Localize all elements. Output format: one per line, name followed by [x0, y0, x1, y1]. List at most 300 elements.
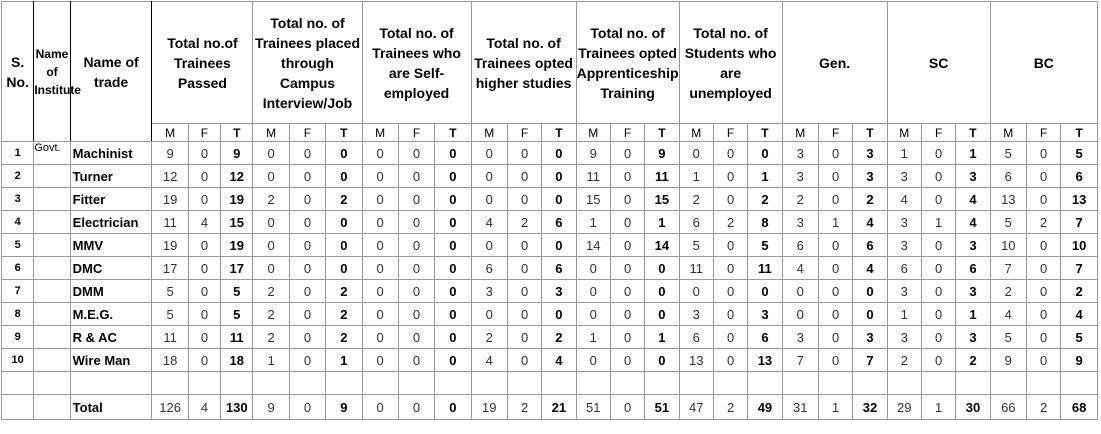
- cell-value: 14: [645, 234, 679, 257]
- subheader-f: F: [610, 124, 644, 142]
- blank-cell: [956, 372, 990, 395]
- subheader-row: [2, 124, 1098, 142]
- cell-value: 9: [221, 142, 253, 165]
- blank-cell: [253, 372, 289, 395]
- cell-value: 3: [542, 280, 576, 303]
- cell-value: 0: [610, 280, 644, 303]
- cell-value: 14: [576, 234, 610, 257]
- cell-value: 2: [713, 395, 747, 420]
- row-sno: 6: [2, 257, 34, 280]
- blank-cell: [188, 372, 220, 395]
- cell-value: 0: [542, 234, 576, 257]
- cell-value: 0: [289, 188, 325, 211]
- cell-value: 0: [818, 234, 852, 257]
- cell-value: 21: [542, 395, 576, 420]
- cell-value: 0: [471, 142, 507, 165]
- cell-value: 0: [398, 188, 434, 211]
- cell-value: 6: [679, 326, 713, 349]
- cell-value: 0: [289, 303, 325, 326]
- cell-value: 12: [152, 165, 188, 188]
- cell-value: 2: [326, 280, 362, 303]
- table-row: [2, 165, 1098, 188]
- cell-value: 0: [289, 395, 325, 420]
- cell-value: 0: [326, 234, 362, 257]
- cell-value: 3: [853, 165, 887, 188]
- cell-value: 0: [645, 257, 679, 280]
- header-group-self-employed: Total no. of Trainees who are Self-employed: [362, 2, 471, 124]
- blank-cell: [2, 372, 34, 395]
- cell-value: 5: [990, 211, 1026, 234]
- cell-value: 0: [253, 234, 289, 257]
- cell-value: 0: [576, 257, 610, 280]
- row-sno: 4: [2, 211, 34, 234]
- cell-value: 2: [1061, 280, 1098, 303]
- cell-value: 0: [398, 395, 434, 420]
- cell-value: 4: [853, 211, 887, 234]
- cell-value: 0: [818, 280, 852, 303]
- row-trade: Wire Man: [70, 349, 152, 372]
- cell-value: 0: [507, 234, 541, 257]
- cell-value: 0: [188, 234, 220, 257]
- cell-value: 0: [542, 165, 576, 188]
- cell-value: 5: [748, 234, 782, 257]
- subheader-f: F: [921, 124, 955, 142]
- cell-value: 2: [679, 188, 713, 211]
- cell-value: 0: [576, 349, 610, 372]
- cell-value: 2: [471, 326, 507, 349]
- cell-value: 4: [542, 349, 576, 372]
- cell-value: 0: [713, 257, 747, 280]
- cell-value: 0: [610, 234, 644, 257]
- cell-value: 2: [507, 211, 541, 234]
- cell-value: 0: [610, 165, 644, 188]
- subheader-f: F: [398, 124, 434, 142]
- cell-value: 2: [253, 326, 289, 349]
- row-trade: Turner: [70, 165, 152, 188]
- header-sno: S. No.: [2, 2, 34, 142]
- row-sno: 2: [2, 165, 34, 188]
- cell-value: 1: [326, 349, 362, 372]
- cell-value: 2: [253, 280, 289, 303]
- cell-value: 6: [782, 234, 818, 257]
- cell-value: 1: [645, 326, 679, 349]
- blank-cell: [782, 372, 818, 395]
- cell-value: 0: [188, 165, 220, 188]
- cell-value: 5: [152, 280, 188, 303]
- cell-value: 0: [362, 395, 398, 420]
- cell-value: 0: [1026, 142, 1060, 165]
- cell-value: 0: [188, 142, 220, 165]
- row-trade: Machinist: [70, 142, 152, 165]
- cell-value: 2: [748, 188, 782, 211]
- cell-value: 0: [289, 211, 325, 234]
- subheader-t: T: [748, 124, 782, 142]
- cell-value: 32: [853, 395, 887, 420]
- subheader-m: M: [152, 124, 188, 142]
- cell-value: 1: [921, 211, 955, 234]
- header-group-unemployed: Total no. of Students who are unemployed: [679, 2, 782, 124]
- cell-value: 0: [188, 280, 220, 303]
- cell-value: 66: [990, 395, 1026, 420]
- cell-value: 12: [221, 165, 253, 188]
- cell-value: 0: [921, 280, 955, 303]
- subheader-t: T: [221, 124, 253, 142]
- cell-value: 1: [887, 303, 921, 326]
- table-row: [2, 326, 1098, 349]
- total-institute: [34, 395, 70, 420]
- cell-value: 0: [921, 165, 955, 188]
- total-row: [2, 395, 1098, 420]
- cell-value: 5: [1061, 326, 1098, 349]
- cell-value: 0: [398, 303, 434, 326]
- cell-value: 0: [188, 303, 220, 326]
- cell-value: 15: [645, 188, 679, 211]
- cell-value: 0: [362, 326, 398, 349]
- cell-value: 5: [679, 234, 713, 257]
- cell-value: 0: [471, 234, 507, 257]
- cell-value: 11: [152, 326, 188, 349]
- cell-value: 0: [253, 165, 289, 188]
- cell-value: 0: [713, 303, 747, 326]
- cell-value: 3: [887, 326, 921, 349]
- cell-value: 19: [221, 234, 253, 257]
- cell-value: 68: [1061, 395, 1098, 420]
- cell-value: 0: [362, 349, 398, 372]
- cell-value: 0: [645, 280, 679, 303]
- cell-value: 2: [782, 188, 818, 211]
- cell-value: 0: [818, 165, 852, 188]
- cell-value: 18: [152, 349, 188, 372]
- row-institute: [34, 188, 70, 211]
- blank-cell: [542, 372, 576, 395]
- cell-value: 0: [362, 303, 398, 326]
- cell-value: 9: [576, 142, 610, 165]
- cell-value: 0: [362, 257, 398, 280]
- cell-value: 0: [610, 303, 644, 326]
- cell-value: 2: [713, 211, 747, 234]
- blank-cell: [1026, 372, 1060, 395]
- cell-value: 0: [610, 188, 644, 211]
- row-institute: Govt.: [34, 142, 70, 165]
- cell-value: 4: [188, 395, 220, 420]
- cell-value: 0: [435, 257, 471, 280]
- cell-value: 0: [253, 142, 289, 165]
- blank-cell: [818, 372, 852, 395]
- cell-value: 0: [542, 188, 576, 211]
- cell-value: 1: [748, 165, 782, 188]
- cell-value: 0: [435, 234, 471, 257]
- cell-value: 0: [326, 211, 362, 234]
- table-header: [2, 2, 1098, 142]
- cell-value: 3: [782, 211, 818, 234]
- cell-value: 0: [289, 234, 325, 257]
- cell-value: 15: [576, 188, 610, 211]
- cell-value: 4: [990, 303, 1026, 326]
- row-trade: M.E.G.: [70, 303, 152, 326]
- cell-value: 0: [713, 349, 747, 372]
- cell-value: 0: [921, 349, 955, 372]
- cell-value: 0: [853, 303, 887, 326]
- subheader-f: F: [507, 124, 541, 142]
- row-trade: Electrician: [70, 211, 152, 234]
- cell-value: 4: [1061, 303, 1098, 326]
- cell-value: 0: [398, 211, 434, 234]
- cell-value: 0: [921, 234, 955, 257]
- cell-value: 0: [435, 142, 471, 165]
- blank-cell: [221, 372, 253, 395]
- cell-value: 3: [782, 326, 818, 349]
- cell-value: 0: [326, 165, 362, 188]
- row-institute: [34, 349, 70, 372]
- subheader-m: M: [990, 124, 1026, 142]
- cell-value: 0: [507, 326, 541, 349]
- cell-value: 0: [398, 280, 434, 303]
- subheader-m: M: [576, 124, 610, 142]
- cell-value: 0: [610, 395, 644, 420]
- cell-value: 0: [1026, 257, 1060, 280]
- cell-value: 4: [188, 211, 220, 234]
- blank-cell: [610, 372, 644, 395]
- row-sno: 7: [2, 280, 34, 303]
- table-row: [2, 234, 1098, 257]
- cell-value: 0: [326, 257, 362, 280]
- header-group-apprenticeship: Total no. of Trainees opted Apprenticeship Training: [576, 2, 679, 124]
- cell-value: 15: [221, 211, 253, 234]
- subheader-t: T: [645, 124, 679, 142]
- subheader-t: T: [853, 124, 887, 142]
- cell-value: 3: [853, 326, 887, 349]
- cell-value: 4: [956, 211, 990, 234]
- cell-value: 0: [679, 142, 713, 165]
- cell-value: 3: [471, 280, 507, 303]
- blank-cell: [471, 372, 507, 395]
- cell-value: 0: [576, 280, 610, 303]
- cell-value: 0: [576, 303, 610, 326]
- cell-value: 0: [921, 326, 955, 349]
- subheader-m: M: [679, 124, 713, 142]
- cell-value: 0: [507, 165, 541, 188]
- blank-cell: [645, 372, 679, 395]
- cell-value: 0: [398, 234, 434, 257]
- cell-value: 0: [542, 303, 576, 326]
- cell-value: 0: [289, 165, 325, 188]
- cell-value: 3: [887, 165, 921, 188]
- blank-cell: [326, 372, 362, 395]
- cell-value: 13: [990, 188, 1026, 211]
- cell-value: 2: [887, 349, 921, 372]
- cell-value: 6: [542, 211, 576, 234]
- subheader-t: T: [1061, 124, 1098, 142]
- cell-value: 6: [748, 326, 782, 349]
- cell-value: 0: [748, 142, 782, 165]
- cell-value: 0: [679, 280, 713, 303]
- blank-cell: [507, 372, 541, 395]
- cell-value: 1: [956, 303, 990, 326]
- cell-value: 3: [782, 142, 818, 165]
- cell-value: 0: [326, 142, 362, 165]
- cell-value: 5: [152, 303, 188, 326]
- cell-value: 0: [362, 142, 398, 165]
- cell-value: 0: [853, 280, 887, 303]
- cell-value: 6: [542, 257, 576, 280]
- cell-value: 2: [1026, 395, 1060, 420]
- cell-value: 0: [362, 165, 398, 188]
- cell-value: 0: [253, 257, 289, 280]
- cell-value: 1: [921, 395, 955, 420]
- header-trade: Name of trade: [70, 2, 152, 142]
- cell-value: 7: [1061, 211, 1098, 234]
- row-institute: [34, 165, 70, 188]
- cell-value: 10: [990, 234, 1026, 257]
- cell-value: 0: [435, 303, 471, 326]
- cell-value: 0: [188, 326, 220, 349]
- cell-value: 0: [818, 349, 852, 372]
- cell-value: 0: [921, 188, 955, 211]
- cell-value: 17: [221, 257, 253, 280]
- cell-value: 0: [435, 165, 471, 188]
- cell-value: 9: [990, 349, 1026, 372]
- cell-value: 0: [610, 349, 644, 372]
- cell-value: 10: [1061, 234, 1098, 257]
- cell-value: 1: [956, 142, 990, 165]
- cell-value: 0: [435, 349, 471, 372]
- cell-value: 51: [645, 395, 679, 420]
- cell-value: 4: [471, 211, 507, 234]
- row-trade: DMM: [70, 280, 152, 303]
- subheader-f: F: [1026, 124, 1060, 142]
- cell-value: 11: [576, 165, 610, 188]
- blank-cell: [70, 372, 152, 395]
- cell-value: 0: [362, 188, 398, 211]
- cell-value: 0: [818, 326, 852, 349]
- subheader-m: M: [887, 124, 921, 142]
- cell-value: 9: [152, 142, 188, 165]
- cell-value: 5: [221, 280, 253, 303]
- cell-value: 0: [435, 280, 471, 303]
- cell-value: 9: [645, 142, 679, 165]
- cell-value: 0: [713, 165, 747, 188]
- cell-value: 6: [1061, 165, 1098, 188]
- cell-value: 2: [542, 326, 576, 349]
- cell-value: 2: [253, 303, 289, 326]
- cell-value: 3: [748, 303, 782, 326]
- table-row: [2, 142, 1098, 165]
- cell-value: 6: [853, 234, 887, 257]
- cell-value: 3: [887, 280, 921, 303]
- cell-value: 0: [610, 142, 644, 165]
- subheader-m: M: [471, 124, 507, 142]
- cell-value: 6: [679, 211, 713, 234]
- blank-cell: [34, 372, 70, 395]
- cell-value: 0: [289, 349, 325, 372]
- cell-value: 0: [362, 211, 398, 234]
- cell-value: 6: [887, 257, 921, 280]
- cell-value: 0: [507, 188, 541, 211]
- cell-value: 11: [679, 257, 713, 280]
- cell-value: 0: [748, 280, 782, 303]
- cell-value: 0: [435, 211, 471, 234]
- cell-value: 9: [1061, 349, 1098, 372]
- blank-row: [2, 372, 1098, 395]
- cell-value: 6: [990, 165, 1026, 188]
- total-sno: [2, 395, 34, 420]
- cell-value: 6: [956, 257, 990, 280]
- cell-value: 1: [253, 349, 289, 372]
- cell-value: 3: [853, 142, 887, 165]
- cell-value: 130: [221, 395, 253, 420]
- cell-value: 0: [1026, 165, 1060, 188]
- cell-value: 5: [1061, 142, 1098, 165]
- cell-value: 0: [435, 188, 471, 211]
- cell-value: 3: [782, 165, 818, 188]
- blank-cell: [398, 372, 434, 395]
- blank-cell: [990, 372, 1026, 395]
- header-group-bc: BC: [990, 2, 1097, 124]
- header-group-passed: Total no.of Trainees Passed: [152, 2, 253, 124]
- subheader-f: F: [289, 124, 325, 142]
- cell-value: 13: [748, 349, 782, 372]
- cell-value: 126: [152, 395, 188, 420]
- blank-cell: [921, 372, 955, 395]
- row-trade: MMV: [70, 234, 152, 257]
- cell-value: 1: [887, 142, 921, 165]
- row-trade: DMC: [70, 257, 152, 280]
- row-sno: 10: [2, 349, 34, 372]
- cell-value: 0: [921, 257, 955, 280]
- subheader-t: T: [326, 124, 362, 142]
- cell-value: 2: [956, 349, 990, 372]
- cell-value: 3: [887, 211, 921, 234]
- cell-value: 0: [1026, 326, 1060, 349]
- cell-value: 0: [713, 280, 747, 303]
- row-institute: [34, 326, 70, 349]
- header-group-placed: Total no. of Trainees placed through Campus Interview/Job: [253, 2, 362, 124]
- cell-value: 0: [188, 188, 220, 211]
- blank-cell: [887, 372, 921, 395]
- cell-value: 0: [398, 257, 434, 280]
- cell-value: 2: [253, 188, 289, 211]
- cell-value: 4: [471, 349, 507, 372]
- header-group-gen: Gen.: [782, 2, 887, 124]
- cell-value: 13: [679, 349, 713, 372]
- cell-value: 2: [853, 188, 887, 211]
- blank-cell: [435, 372, 471, 395]
- cell-value: 0: [362, 280, 398, 303]
- cell-value: 0: [1026, 349, 1060, 372]
- cell-value: 0: [362, 234, 398, 257]
- header-group-higher-studies: Total no. of Trainees opted higher studies: [471, 2, 576, 124]
- header-group-sc: SC: [887, 2, 990, 124]
- subheader-m: M: [253, 124, 289, 142]
- cell-value: 0: [289, 280, 325, 303]
- cell-value: 2: [326, 303, 362, 326]
- row-institute: [34, 234, 70, 257]
- cell-value: 0: [542, 142, 576, 165]
- subheader-t: T: [435, 124, 471, 142]
- blank-cell: [576, 372, 610, 395]
- cell-value: 0: [289, 326, 325, 349]
- cell-value: 6: [471, 257, 507, 280]
- cell-value: 31: [782, 395, 818, 420]
- cell-value: 1: [818, 395, 852, 420]
- cell-value: 5: [990, 326, 1026, 349]
- cell-value: 0: [645, 303, 679, 326]
- cell-value: 1: [645, 211, 679, 234]
- cell-value: 0: [782, 280, 818, 303]
- cell-value: 7: [1061, 257, 1098, 280]
- cell-value: 4: [956, 188, 990, 211]
- cell-value: 0: [818, 257, 852, 280]
